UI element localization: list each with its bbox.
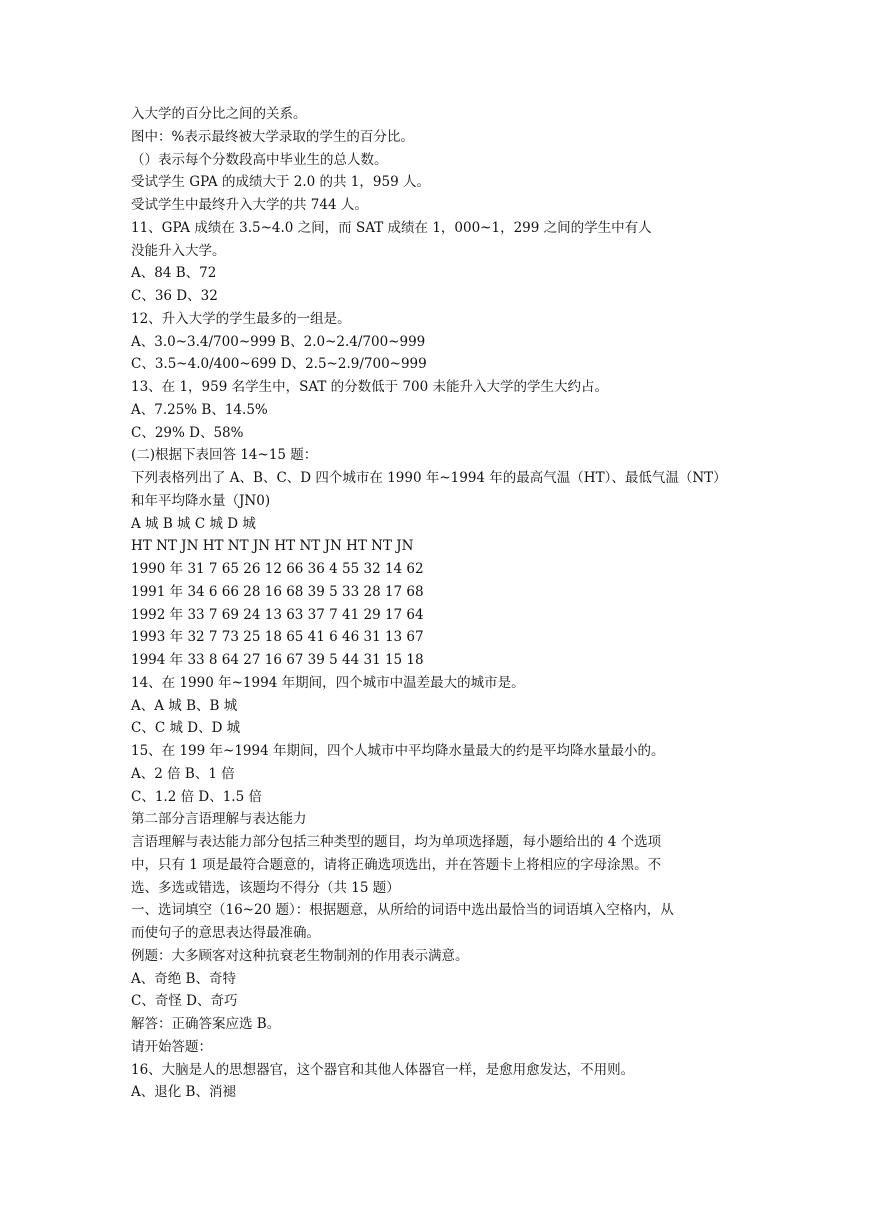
text-line: C、C 城 D、D 城 <box>131 720 241 737</box>
text-line: HT NT JN HT NT JN HT NT JN HT NT JN <box>131 538 414 555</box>
text-line: C、奇怪 D、奇巧 <box>131 993 238 1010</box>
text-line: A、3.0~3.4/700~999 B、2.0~2.4/700~999 <box>131 333 426 350</box>
text-line: 言语理解与表达能力部分包括三种类型的题目，均为单项选择题，每小题给出的 4 个选项 <box>131 834 662 850</box>
text-line: A、7.25% B、14.5% <box>131 401 268 418</box>
text-line: C、1.2 倍 D、1.5 倍 <box>131 788 262 805</box>
text-line: 16、大脑是人的思想器官，这个器官和其他人体器官一样，是愈用愈发达，不用则。 <box>131 1061 635 1078</box>
text-line: 例题：大多顾客对这种抗衰老生物制剂的作用表示满意。 <box>131 947 469 964</box>
text-line: 图中：%表示最终被大学录取的学生的百分比。 <box>131 128 414 145</box>
text-line: （）表示每个分数段高中毕业生的总人数。 <box>131 151 388 168</box>
text-line: 没能升入大学。 <box>131 242 226 259</box>
text-line: 受试学生 GPA 的成绩大于 2.0 的共 1，959 人。 <box>131 174 430 191</box>
text-line: 1992 年 33 7 69 24 13 63 37 7 41 29 17 64 <box>131 606 424 623</box>
text-line: C、36 D、32 <box>131 288 218 304</box>
text-line: 14、在 1990 年~1994 年期间，四个城市中温差最大的城市是。 <box>131 674 525 691</box>
text-line: 入大学的百分比之间的关系。 <box>131 106 307 122</box>
text-line: 1994 年 33 8 64 27 16 67 39 5 44 31 15 18 <box>131 652 424 668</box>
text-line: 13、在 1，959 名学生中，SAT 的分数低于 700 未能升入大学的学生大约占。 <box>131 379 609 395</box>
text-line: A、A 城 B、B 城 <box>131 697 238 714</box>
text-line: A、84 B、72 <box>131 265 217 282</box>
text-line: 11、GPA 成绩在 3.5~4.0 之间，而 SAT 成绩在 1，000~1，299 之间的学生中有人 <box>131 219 652 236</box>
text-line: 15、在 199 年~1994 年期间，四个人城市中平均降水量最大的约是平均降水量最小的。 <box>131 743 665 759</box>
text-line: 和年平均降水量（JN0) <box>131 492 271 509</box>
document-page <box>131 103 751 1104</box>
text-line: A、退化 B、消褪 <box>131 1084 236 1101</box>
text-line: 第二部分言语理解与表达能力 <box>131 811 307 828</box>
text-line: 下列表格列出了 A、B、C、D 四个城市在 1990 年~1994 年的最高气温（HT）、最低气温（NT） <box>131 470 727 486</box>
text-line: 1991 年 34 6 66 28 16 68 39 5 33 28 17 68 <box>131 583 424 600</box>
text-line: A、奇绝 B、奇特 <box>131 970 236 987</box>
text-line: (二)根据下表回答 14~15 题： <box>131 447 318 464</box>
text-line: 中，只有 1 项是最符合题意的，请将正确选项选出，并在答题卡上将相应的字母涂黑。不 <box>131 856 662 873</box>
text-line: A、2 倍 B、1 倍 <box>131 765 235 782</box>
text-line: 一、选词填空（16~20 题）：根据题意，从所给的词语中选出最恰当的词语填入空格内，从 <box>131 902 674 919</box>
text-line: C、29% D、58% <box>131 424 244 441</box>
text-line: 选、多选或错选，该题均不得分（共 15 题） <box>131 879 400 896</box>
text-line: C、3.5~4.0/400~699 D、2.5~2.9/700~999 <box>131 356 427 373</box>
text-line: A 城 B 城 C 城 D 城 <box>131 515 256 532</box>
text-line: 解答：正确答案应选 B。 <box>131 1016 281 1032</box>
text-line: 受试学生中最终升入大学的共 744 人。 <box>131 197 368 213</box>
text-line: 请开始答题： <box>131 1038 212 1055</box>
text-line: 而使句子的意思表达得最准确。 <box>131 925 320 941</box>
text-line: 1990 年 31 7 65 26 12 66 36 4 55 32 14 62 <box>131 561 424 577</box>
text-line: 1993 年 32 7 73 25 18 65 41 6 46 31 13 67 <box>131 629 424 646</box>
text-line: 12、升入大学的学生最多的一组是。 <box>131 310 351 327</box>
